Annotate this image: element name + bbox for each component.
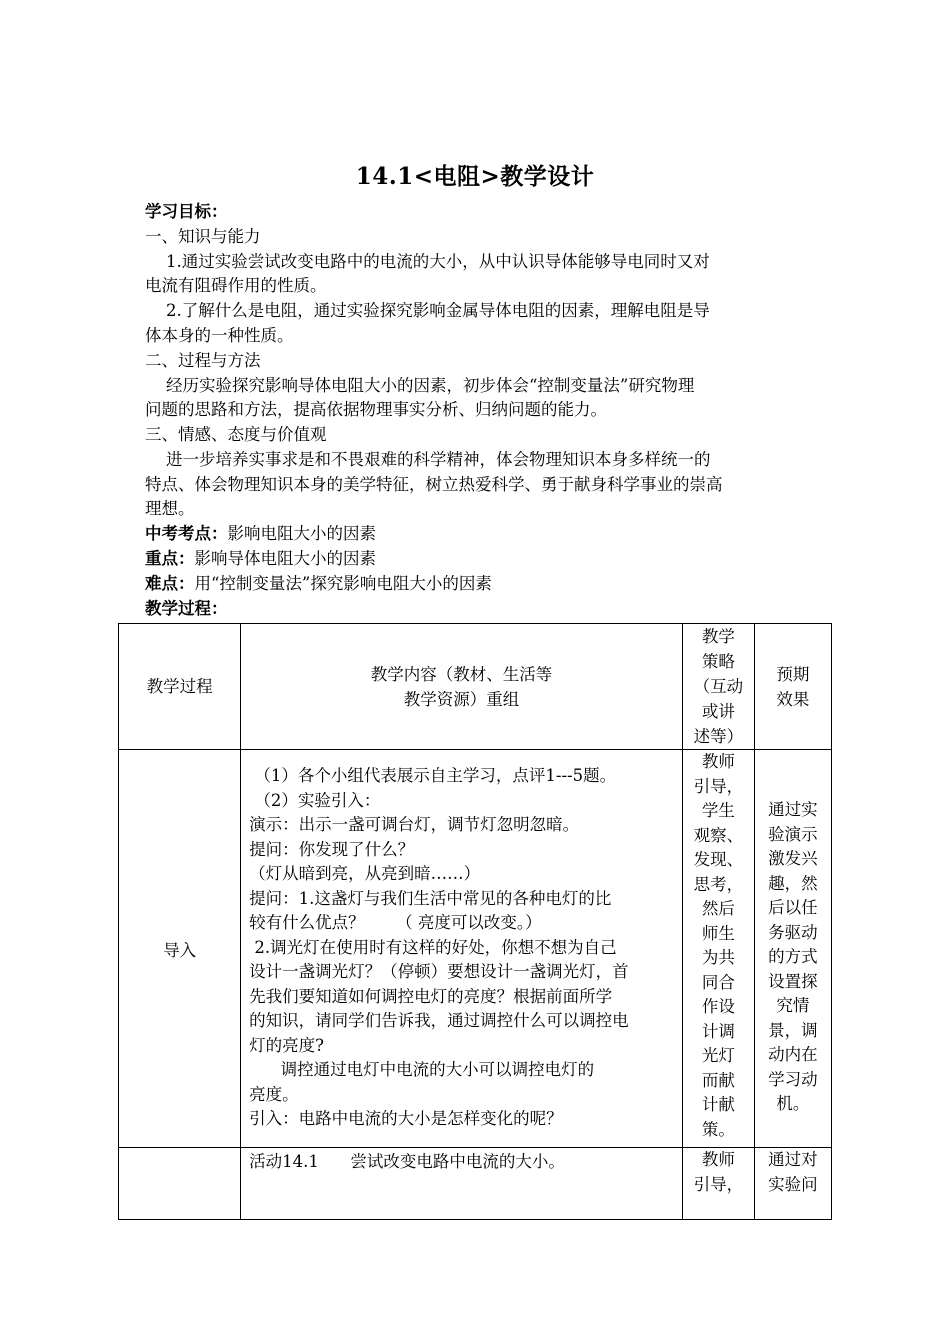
effect-line: 后以任 (768, 898, 818, 918)
strategy-line: 学生 (701, 801, 735, 820)
table-row (119, 750, 832, 1148)
line-label: 重点： (145, 549, 195, 568)
content-cell (241, 1148, 683, 1220)
strategy-line: 教师 (701, 752, 735, 771)
document-line (145, 448, 815, 472)
line-text: 经历实验探究影响导体电阻大小的因素，初步体会“控制变量法”研究物理 (145, 376, 695, 395)
line-label: 中考考点： (145, 524, 228, 543)
effect-line: 通过实 (768, 800, 818, 820)
effect-line: 激发兴 (768, 849, 818, 869)
header-strategy-line: 述等） (693, 727, 744, 746)
header-strategy-line: 教学 (701, 627, 735, 646)
effect-line: 究情 (776, 996, 810, 1016)
effect-cell (754, 750, 831, 1148)
line-text: 体本身的一种性质。 (145, 326, 294, 345)
header-effect-line: 预期 (776, 664, 810, 684)
document-title: 14.1<电阻>教学设计 (355, 163, 595, 190)
stage-cell: 导入 (119, 750, 241, 1148)
strategy-line: 观察、 (693, 825, 744, 845)
header-strategy-line: 或讲 (701, 702, 735, 721)
content-line: 灯的亮度? (249, 1035, 325, 1055)
header-content-line-2: 教学资源）重组 (403, 689, 520, 709)
content-line: 较有什么优点？ （ 亮度可以改变。） (249, 913, 542, 932)
document-line (145, 497, 815, 521)
line-text: 特点、体会物理知识本身的美学特征，树立热爱科学、勇于献身科学事业的崇高 (145, 475, 723, 494)
content-line: 设计一盏调光灯？（停顿）要想设计一盏调光灯，首 (249, 962, 629, 981)
strategy-line: 师生 (701, 923, 735, 943)
content-line: 提问：1.这盏灯与我们生活中常见的各种电灯的比 (249, 888, 612, 908)
header-process: 教学过程 (119, 624, 241, 750)
strategy-line: 引导， (693, 1174, 744, 1194)
effect-line: 学习动 (768, 1069, 818, 1089)
line-text: 1.通过实验尝试改变电路中的电流的大小，从中认识导体能够导电同时又对 (145, 252, 710, 271)
strategy-line: 引导， (693, 776, 744, 796)
line-text: 二、过程与方法 (145, 351, 261, 370)
document-line (145, 299, 815, 323)
line-text: 影响导体电阻大小的因素 (194, 549, 376, 568)
line-text: 问题的思路和方法，提高依据物理事实分析、归纳问题的能力。 (145, 400, 607, 419)
header-strategy-line: 策略 (701, 652, 735, 671)
content-line: 演示：出示一盏可调台灯，调节灯忽明忽暗。 (249, 815, 580, 834)
line-text: 2.了解什么是电阻，通过实验探究影响金属导体电阻的因素，理解电阻是导 (145, 301, 710, 320)
content-line: 活动14.1 尝试改变电路中电流的大小。 (249, 1152, 565, 1171)
content-cell (241, 750, 683, 1148)
effect-line: 设置探 (768, 971, 818, 991)
strategy-line: 思考， (693, 874, 744, 894)
effect-line: 机。 (776, 1094, 810, 1114)
strategy-line: 同合 (701, 972, 735, 992)
content-line: （灯从暗到亮，从亮到暗……） (249, 864, 481, 883)
line-text: 进一步培养实事求是和不畏艰难的科学精神，体会物理知识本身多样统一的 (145, 450, 711, 469)
line-label: 教学过程： (145, 599, 228, 618)
document-line (145, 423, 815, 447)
table-header-row (119, 624, 832, 750)
line-label: 难点： (145, 574, 195, 593)
line-label: 学习目标： (145, 202, 228, 221)
strategy-line: 为共 (701, 948, 735, 967)
effect-line: 景，调 (768, 1020, 818, 1040)
header-strategy (682, 624, 754, 750)
effect-line: 的方式 (768, 947, 818, 967)
document-line (145, 324, 815, 348)
document-line (145, 374, 815, 398)
content-line: （2）实验引入： (249, 790, 381, 810)
content-line: 引入：电路中电流的大小是怎样变化的呢？ (249, 1109, 563, 1128)
stage-cell (119, 1148, 241, 1220)
strategy-line: 教师 (701, 1150, 735, 1169)
effect-line: 务驱动 (768, 922, 818, 942)
document-line (145, 522, 815, 546)
content-line: 提问：你发现了什么？ (249, 839, 415, 859)
strategy-line: 而献 (701, 1070, 735, 1090)
document-line (145, 597, 815, 621)
strategy-line: 发现、 (693, 850, 744, 869)
document-line (145, 250, 815, 274)
content-line: 调控通过电灯中电流的大小可以调控电灯的 (249, 1060, 595, 1079)
line-text: 理想。 (145, 499, 195, 518)
effect-line: 趣，然 (768, 873, 818, 893)
line-text: 三、情感、态度与价值观 (145, 425, 327, 444)
teaching-process-table (118, 623, 832, 1220)
document-line (145, 349, 815, 373)
header-strategy-line: （互动 (693, 677, 744, 696)
line-text: 用“控制变量法”探究影响电阻大小的因素 (194, 574, 492, 593)
content-line: 的知识，请同学们告诉我，通过调控什么可以调控电 (249, 1011, 629, 1030)
header-content-line-1: 教学内容（教材、生活等 (370, 664, 553, 684)
header-effect (754, 624, 831, 750)
strategy-line: 策。 (701, 1119, 735, 1139)
line-text: 影响电阻大小的因素 (227, 524, 376, 543)
strategy-line: 然后 (701, 899, 735, 918)
strategy-line: 作设 (701, 997, 735, 1016)
content-line: （1）各个小组代表展示自主学习，点评1---5题。 (249, 766, 617, 785)
effect-line: 实验问 (768, 1174, 818, 1194)
line-text: 电流有阻碍作用的性质。 (145, 276, 327, 295)
document-line (145, 398, 815, 422)
strategy-cell (682, 750, 754, 1148)
document-line (145, 225, 815, 249)
strategy-line: 计调 (701, 1021, 735, 1041)
effect-line: 动内在 (768, 1045, 818, 1065)
effect-line: 通过对 (768, 1150, 818, 1169)
document-line (145, 473, 815, 497)
document-line (145, 547, 815, 571)
document-line (145, 274, 815, 298)
strategy-line: 光灯 (701, 1046, 735, 1065)
strategy-cell (682, 1148, 754, 1220)
document-line (145, 200, 815, 224)
effect-line: 验演示 (768, 824, 818, 844)
strategy-line: 计献 (701, 1095, 735, 1114)
document-line (145, 572, 815, 596)
effect-cell (754, 1148, 831, 1220)
content-line: 亮度。 (249, 1084, 299, 1104)
header-effect-line: 效果 (776, 689, 810, 709)
content-line: 先我们要知道如何调控电灯的亮度？根据前面所学 (249, 986, 613, 1006)
header-content (241, 624, 683, 750)
content-line: 2.调光灯在使用时有这样的好处，你想不想为自己 (249, 937, 617, 957)
line-text: 一、知识与能力 (145, 227, 261, 246)
table-row (119, 1148, 832, 1220)
